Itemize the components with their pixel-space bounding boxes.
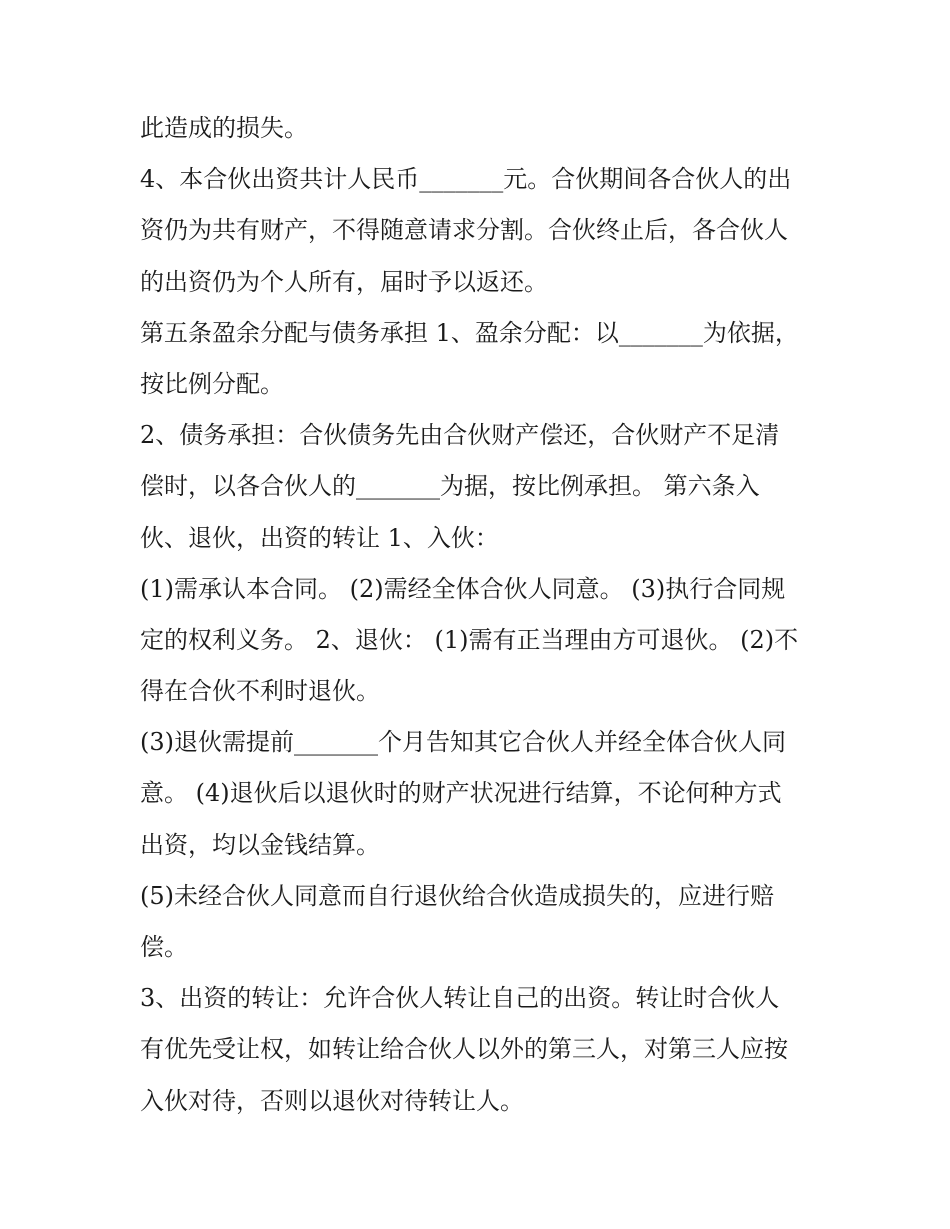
text-line: 的出资仍为个人所有，届时予以返还。 <box>140 267 548 296</box>
text-line: 得在合伙不利时退伙。 <box>140 677 380 706</box>
text-line: 3、出资的转让：允许合伙人转让自己的出资。转让时合伙人 <box>140 984 780 1013</box>
text-line: (3)退伙需提前_______个月告知其它合伙人并经全体合伙人同 <box>140 728 786 757</box>
text-line: 入伙对待，否则以退伙对待转让人。 <box>140 1086 524 1115</box>
text-line: 意。 (4)退伙后以退伙时的财产状况进行结算，不论何种方式 <box>140 779 782 808</box>
text-line: (1)需承认本合同。 (2)需经全体合伙人同意。 (3)执行合同规 <box>140 574 786 603</box>
text-line: 有优先受让权，如转让给合伙人以外的第三人，对第三人应按 <box>140 1035 788 1064</box>
text-line: 按比例分配。 <box>140 369 284 398</box>
text-line: 定的权利义务。 2、退伙： (1)需有正当理由方可退伙。 (2)不 <box>140 625 799 654</box>
text-line: 2、债务承担：合伙债务先由合伙财产偿还，合伙财产不足清 <box>140 421 780 450</box>
text-line: 偿时，以各合伙人的_______为据，按比例承担。 第六条入 <box>140 472 760 501</box>
text-line: 出资，均以金钱结算。 <box>140 830 380 859</box>
text-line: 第五条盈余分配与债务承担 1、盈余分配：以_______为依据， <box>140 318 799 347</box>
text-line: (5)未经合伙人同意而自行退伙给合伙造成损失的，应进行赔 <box>140 881 774 910</box>
text-line: 此造成的损失。 <box>140 114 308 142</box>
text-line: 伙、退伙，出资的转让 1、入伙： <box>140 523 499 552</box>
text-line: 偿。 <box>140 933 188 961</box>
text-line: 资仍为共有财产，不得随意请求分割。合伙终止后，各合伙人 <box>140 216 788 245</box>
text-line: 4、本合伙出资共计人民币_______元。合伙期间各合伙人的出 <box>140 165 792 194</box>
document-body <box>140 103 830 1127</box>
